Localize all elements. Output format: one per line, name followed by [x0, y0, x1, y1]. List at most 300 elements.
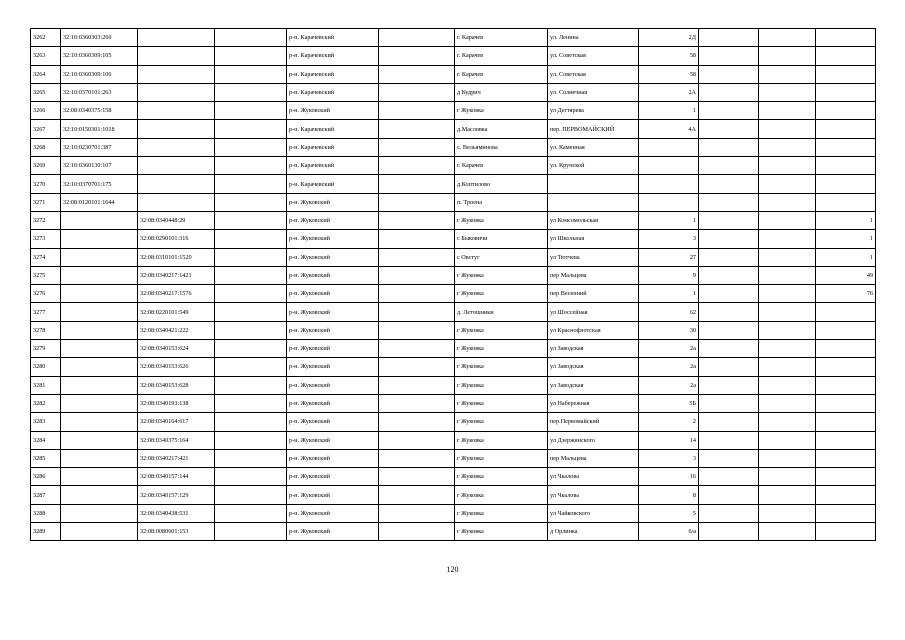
table-row	[31, 47, 876, 65]
table-row	[31, 102, 876, 120]
district-cell: р-н. Жуковский	[287, 431, 379, 449]
cadastral-number-cell: 32:10:0360303:260	[61, 29, 138, 47]
settlement-cell: г Жуковка	[455, 504, 548, 522]
settlement-cell: г Жуковка	[455, 266, 548, 284]
count-cell	[816, 193, 876, 211]
settlement-cell: с Быковичи	[455, 230, 548, 248]
count-cell	[816, 449, 876, 467]
row-number-cell: 3280	[31, 358, 61, 376]
cadastral-number-cell	[61, 523, 138, 541]
cadastral-number-cell	[61, 211, 138, 229]
cadastral-number-cell	[61, 504, 138, 522]
cadastral-number-alt-cell	[138, 83, 215, 101]
street-cell: ул. Крупской	[548, 157, 639, 175]
district-cell: р-н. Жуковский	[287, 230, 379, 248]
empty-col-cell	[215, 523, 287, 541]
table-row	[31, 376, 876, 394]
empty-col-cell	[215, 303, 287, 321]
empty-col-cell	[699, 102, 759, 120]
district-cell: р-н. Жуковский	[287, 211, 379, 229]
empty-col-cell	[379, 431, 455, 449]
row-number-cell: 3273	[31, 230, 61, 248]
empty-col-cell	[379, 248, 455, 266]
district-cell: р-н. Жуковский	[287, 193, 379, 211]
cadastral-number-alt-cell	[138, 29, 215, 47]
settlement-cell: г Жуковка	[455, 394, 548, 412]
empty-col-cell	[379, 47, 455, 65]
row-number-cell: 3285	[31, 449, 61, 467]
table-row	[31, 413, 876, 431]
cadastral-number-alt-cell: 32:08:0080601:153	[138, 523, 215, 541]
empty-col-cell	[699, 449, 759, 467]
table-row	[31, 468, 876, 486]
empty-col-cell	[759, 65, 816, 83]
cadastral-number-cell	[61, 248, 138, 266]
empty-col-cell	[215, 230, 287, 248]
street-cell: ул Чкалова	[548, 486, 639, 504]
street-cell: пер. ПЕРВОМАЙСКИЙ	[548, 120, 639, 138]
cadastral-number-alt-cell	[138, 102, 215, 120]
district-cell: р-н. Жуковский	[287, 504, 379, 522]
street-cell: ул Заводская	[548, 376, 639, 394]
house-number-cell: 14	[639, 431, 699, 449]
empty-col-cell	[215, 376, 287, 394]
street-cell: ул Дегтярева	[548, 102, 639, 120]
district-cell: р-н. Жуковский	[287, 303, 379, 321]
empty-col-cell	[759, 321, 816, 339]
settlement-cell: г Жуковка	[455, 468, 548, 486]
empty-col-cell	[699, 321, 759, 339]
cadastral-number-alt-cell: 32:08:0310101:1520	[138, 248, 215, 266]
table-row	[31, 248, 876, 266]
row-number-cell: 3270	[31, 175, 61, 193]
district-cell: р-н. Жуковский	[287, 486, 379, 504]
count-cell	[816, 120, 876, 138]
empty-col-cell	[215, 358, 287, 376]
house-number-cell: 5	[639, 504, 699, 522]
settlement-cell: г Жуковка	[455, 486, 548, 504]
cadastral-number-cell: 32:10:0370101:263	[61, 83, 138, 101]
count-cell	[816, 321, 876, 339]
settlement-cell: г Жуковка	[455, 358, 548, 376]
empty-col-cell	[759, 175, 816, 193]
empty-col-cell	[759, 266, 816, 284]
empty-col-cell	[759, 468, 816, 486]
empty-col-cell	[759, 358, 816, 376]
district-cell: р-н. Карачевский	[287, 157, 379, 175]
settlement-cell: г Жуковка	[455, 431, 548, 449]
empty-col-cell	[759, 431, 816, 449]
cadastral-number-cell	[61, 266, 138, 284]
count-cell	[816, 523, 876, 541]
cadastral-number-cell: 32:10:0360309:105	[61, 47, 138, 65]
empty-col-cell	[759, 413, 816, 431]
cadastral-number-cell: 32:08:0340375:158	[61, 102, 138, 120]
settlement-cell: п. Троена	[455, 193, 548, 211]
row-number-cell: 3263	[31, 47, 61, 65]
street-cell: ул Шоссейная	[548, 303, 639, 321]
count-cell	[816, 138, 876, 156]
street-cell: д Орлинка	[548, 523, 639, 541]
settlement-cell: г Жуковка	[455, 102, 548, 120]
cadastral-number-cell	[61, 285, 138, 303]
table-row	[31, 120, 876, 138]
count-cell	[816, 29, 876, 47]
table-row	[31, 321, 876, 339]
empty-col-cell	[699, 65, 759, 83]
cadastral-number-alt-cell	[138, 193, 215, 211]
empty-col-cell	[379, 266, 455, 284]
cadastral-number-alt-cell	[138, 65, 215, 83]
empty-col-cell	[379, 449, 455, 467]
empty-col-cell	[215, 321, 287, 339]
cadastral-number-cell	[61, 358, 138, 376]
empty-col-cell	[699, 358, 759, 376]
empty-col-cell	[379, 340, 455, 358]
table-row	[31, 29, 876, 47]
cadastral-number-alt-cell: 32:08:0340217:1576	[138, 285, 215, 303]
empty-col-cell	[699, 29, 759, 47]
empty-col-cell	[215, 175, 287, 193]
count-cell	[816, 340, 876, 358]
row-number-cell: 3279	[31, 340, 61, 358]
row-number-cell: 3289	[31, 523, 61, 541]
house-number-cell: 16	[639, 468, 699, 486]
table-row	[31, 504, 876, 522]
table-row	[31, 211, 876, 229]
cadastral-number-cell	[61, 394, 138, 412]
district-cell: р-н. Карачевский	[287, 83, 379, 101]
row-number-cell: 3262	[31, 29, 61, 47]
count-cell: 49	[816, 266, 876, 284]
cadastral-number-cell	[61, 449, 138, 467]
empty-col-cell	[699, 47, 759, 65]
table-row	[31, 230, 876, 248]
empty-col-cell	[379, 211, 455, 229]
row-number-cell: 3265	[31, 83, 61, 101]
cadastral-number-alt-cell	[138, 175, 215, 193]
count-cell: 1	[816, 248, 876, 266]
empty-col-cell	[379, 413, 455, 431]
empty-col-cell	[699, 340, 759, 358]
row-number-cell: 3271	[31, 193, 61, 211]
row-number-cell: 3281	[31, 376, 61, 394]
cadastral-number-alt-cell	[138, 157, 215, 175]
cadastral-number-alt-cell: 32:08:0340164:617	[138, 413, 215, 431]
empty-col-cell	[699, 285, 759, 303]
district-cell: р-н. Карачевский	[287, 138, 379, 156]
count-cell	[816, 358, 876, 376]
empty-col-cell	[379, 83, 455, 101]
empty-col-cell	[699, 431, 759, 449]
house-number-cell: 2а	[639, 340, 699, 358]
cadastral-number-cell: 32:10:0230701:387	[61, 138, 138, 156]
street-cell	[548, 175, 639, 193]
row-number-cell: 3276	[31, 285, 61, 303]
row-number-cell: 3267	[31, 120, 61, 138]
row-number-cell: 3269	[31, 157, 61, 175]
row-number-cell: 3274	[31, 248, 61, 266]
empty-col-cell	[699, 504, 759, 522]
count-cell	[816, 376, 876, 394]
empty-col-cell	[759, 340, 816, 358]
street-cell: ул. Ленина	[548, 29, 639, 47]
cadastral-number-alt-cell: 32:08:0340438:531	[138, 504, 215, 522]
count-cell	[816, 431, 876, 449]
settlement-cell: г. Карачев	[455, 157, 548, 175]
district-cell: р-н. Жуковский	[287, 102, 379, 120]
settlement-cell: д.Масловка	[455, 120, 548, 138]
empty-col-cell	[759, 102, 816, 120]
cadastral-number-alt-cell: 32:08:0290101:316	[138, 230, 215, 248]
empty-col-cell	[759, 47, 816, 65]
cadastral-number-alt-cell: 32:08:0340193:138	[138, 394, 215, 412]
street-cell: ул. Советская	[548, 65, 639, 83]
cadastral-number-alt-cell: 32:08:0340448:29	[138, 211, 215, 229]
cadastral-number-alt-cell: 32:08:0340157:129	[138, 486, 215, 504]
house-number-cell	[639, 138, 699, 156]
district-cell: р-н. Жуковский	[287, 321, 379, 339]
empty-col-cell	[759, 285, 816, 303]
empty-col-cell	[759, 211, 816, 229]
cadastral-number-cell	[61, 230, 138, 248]
district-cell: р-н. Карачевский	[287, 175, 379, 193]
cadastral-number-cell	[61, 431, 138, 449]
empty-col-cell	[215, 138, 287, 156]
empty-col-cell	[759, 449, 816, 467]
empty-col-cell	[759, 303, 816, 321]
district-cell: р-н. Жуковский	[287, 468, 379, 486]
table-row	[31, 340, 876, 358]
empty-col-cell	[215, 394, 287, 412]
cadastral-number-alt-cell	[138, 138, 215, 156]
count-cell: 1	[816, 230, 876, 248]
empty-col-cell	[759, 138, 816, 156]
cadastral-number-alt-cell: 32:08:0340375:164	[138, 431, 215, 449]
empty-col-cell	[215, 47, 287, 65]
house-number-cell: 2а	[639, 376, 699, 394]
empty-col-cell	[379, 102, 455, 120]
empty-col-cell	[699, 394, 759, 412]
settlement-cell: г Жуковка	[455, 523, 548, 541]
count-cell: 1	[816, 211, 876, 229]
empty-col-cell	[379, 394, 455, 412]
count-cell	[816, 83, 876, 101]
count-cell: 76	[816, 285, 876, 303]
row-number-cell: 3288	[31, 504, 61, 522]
street-cell: ул Дзержинского	[548, 431, 639, 449]
street-cell: пер Мальцева	[548, 266, 639, 284]
row-number-cell: 3264	[31, 65, 61, 83]
district-cell: р-н. Жуковский	[287, 248, 379, 266]
empty-col-cell	[699, 486, 759, 504]
empty-col-cell	[699, 523, 759, 541]
district-cell: р-н. Жуковский	[287, 449, 379, 467]
empty-col-cell	[379, 175, 455, 193]
empty-col-cell	[215, 486, 287, 504]
district-cell: р-н. Жуковский	[287, 358, 379, 376]
street-cell: ул Комсомольская	[548, 211, 639, 229]
table-row	[31, 65, 876, 83]
settlement-cell: с Овстуг	[455, 248, 548, 266]
empty-col-cell	[215, 211, 287, 229]
empty-col-cell	[699, 230, 759, 248]
table-body	[31, 29, 876, 541]
settlement-cell: г Жуковка	[455, 321, 548, 339]
cadastral-number-alt-cell: 32:08:0340217:1421	[138, 266, 215, 284]
house-number-cell: 3	[639, 230, 699, 248]
cadastral-number-alt-cell: 32:08:0340421:222	[138, 321, 215, 339]
cadastral-number-cell: 32:10:0360130:107	[61, 157, 138, 175]
empty-col-cell	[699, 157, 759, 175]
empty-col-cell	[699, 211, 759, 229]
table-row	[31, 358, 876, 376]
empty-col-cell	[379, 303, 455, 321]
street-cell: ул. Советская	[548, 47, 639, 65]
settlement-cell: г. Карачев	[455, 47, 548, 65]
district-cell: р-н. Жуковский	[287, 413, 379, 431]
empty-col-cell	[379, 285, 455, 303]
count-cell	[816, 486, 876, 504]
cadastral-number-cell	[61, 486, 138, 504]
empty-col-cell	[215, 157, 287, 175]
empty-col-cell	[699, 266, 759, 284]
cadastral-number-cell: 32:10:0360309:106	[61, 65, 138, 83]
count-cell	[816, 65, 876, 83]
page-number: 120	[446, 565, 459, 574]
empty-col-cell	[379, 523, 455, 541]
table-row	[31, 449, 876, 467]
empty-col-cell	[759, 29, 816, 47]
settlement-cell: д. Летошники	[455, 303, 548, 321]
empty-col-cell	[699, 468, 759, 486]
empty-col-cell	[379, 120, 455, 138]
empty-col-cell	[759, 376, 816, 394]
cadastral-number-alt-cell: 32:08:0340217:421	[138, 449, 215, 467]
empty-col-cell	[699, 120, 759, 138]
empty-col-cell	[379, 193, 455, 211]
empty-col-cell	[379, 157, 455, 175]
row-number-cell: 3287	[31, 486, 61, 504]
table-row	[31, 285, 876, 303]
street-cell: пер Мальцева	[548, 449, 639, 467]
table-row	[31, 303, 876, 321]
empty-col-cell	[215, 120, 287, 138]
cadastral-number-alt-cell	[138, 47, 215, 65]
table-row	[31, 175, 876, 193]
empty-col-cell	[215, 102, 287, 120]
count-cell	[816, 175, 876, 193]
row-number-cell: 3272	[31, 211, 61, 229]
table-row	[31, 193, 876, 211]
empty-col-cell	[215, 29, 287, 47]
cadastral-number-cell: 32:08:0120101:1644	[61, 193, 138, 211]
settlement-cell: с. Вельяминова	[455, 138, 548, 156]
count-cell	[816, 394, 876, 412]
house-number-cell	[639, 157, 699, 175]
house-number-cell: 2А	[639, 83, 699, 101]
cadastral-number-alt-cell	[138, 120, 215, 138]
cadastral-number-alt-cell: 32:08:0340153:624	[138, 340, 215, 358]
count-cell	[816, 504, 876, 522]
house-number-cell: 2	[639, 413, 699, 431]
table-row	[31, 138, 876, 156]
cadastral-number-cell: 32:10:0370701:175	[61, 175, 138, 193]
street-cell: ул Заводская	[548, 358, 639, 376]
district-cell: р-н. Карачевский	[287, 65, 379, 83]
street-cell: ул Чайковского	[548, 504, 639, 522]
row-number-cell: 3268	[31, 138, 61, 156]
table-row	[31, 394, 876, 412]
empty-col-cell	[759, 193, 816, 211]
empty-col-cell	[379, 230, 455, 248]
house-number-cell: 27	[639, 248, 699, 266]
street-cell: пер Весенний	[548, 285, 639, 303]
empty-col-cell	[759, 486, 816, 504]
settlement-cell: г Жуковка	[455, 211, 548, 229]
empty-col-cell	[699, 248, 759, 266]
house-number-cell: 8	[639, 486, 699, 504]
settlement-cell: д Кудрич	[455, 83, 548, 101]
row-number-cell: 3277	[31, 303, 61, 321]
count-cell	[816, 468, 876, 486]
empty-col-cell	[759, 230, 816, 248]
cadastral-number-cell	[61, 468, 138, 486]
house-number-cell: 1	[639, 285, 699, 303]
empty-col-cell	[215, 65, 287, 83]
empty-col-cell	[379, 321, 455, 339]
street-cell: ул Тютчева	[548, 248, 639, 266]
empty-col-cell	[215, 431, 287, 449]
cadastral-number-cell	[61, 340, 138, 358]
empty-col-cell	[699, 413, 759, 431]
cadastral-number-cell	[61, 413, 138, 431]
empty-col-cell	[379, 65, 455, 83]
empty-col-cell	[759, 523, 816, 541]
empty-col-cell	[379, 468, 455, 486]
house-number-cell: 58	[639, 47, 699, 65]
district-cell: р-н. Жуковский	[287, 523, 379, 541]
house-number-cell: 30	[639, 321, 699, 339]
cadastral-number-cell	[61, 303, 138, 321]
empty-col-cell	[215, 449, 287, 467]
empty-col-cell	[379, 138, 455, 156]
row-number-cell: 3283	[31, 413, 61, 431]
street-cell: ул Заводская	[548, 340, 639, 358]
empty-col-cell	[215, 468, 287, 486]
cadastral-number-alt-cell: 32:08:0220101:549	[138, 303, 215, 321]
empty-col-cell	[215, 83, 287, 101]
table-row	[31, 157, 876, 175]
house-number-cell: 58	[639, 65, 699, 83]
registry-table	[30, 28, 876, 541]
settlement-cell: г Жуковка	[455, 413, 548, 431]
cadastral-number-cell	[61, 321, 138, 339]
empty-col-cell	[379, 486, 455, 504]
empty-col-cell	[759, 504, 816, 522]
district-cell: р-н. Жуковский	[287, 285, 379, 303]
district-cell: р-н. Карачевский	[287, 120, 379, 138]
row-number-cell: 3282	[31, 394, 61, 412]
house-number-cell: 2а	[639, 358, 699, 376]
table-row	[31, 83, 876, 101]
empty-col-cell	[379, 376, 455, 394]
settlement-cell: г. Карачев	[455, 29, 548, 47]
count-cell	[816, 47, 876, 65]
table-row	[31, 266, 876, 284]
street-cell: ул. Солнечная	[548, 83, 639, 101]
empty-col-cell	[759, 394, 816, 412]
